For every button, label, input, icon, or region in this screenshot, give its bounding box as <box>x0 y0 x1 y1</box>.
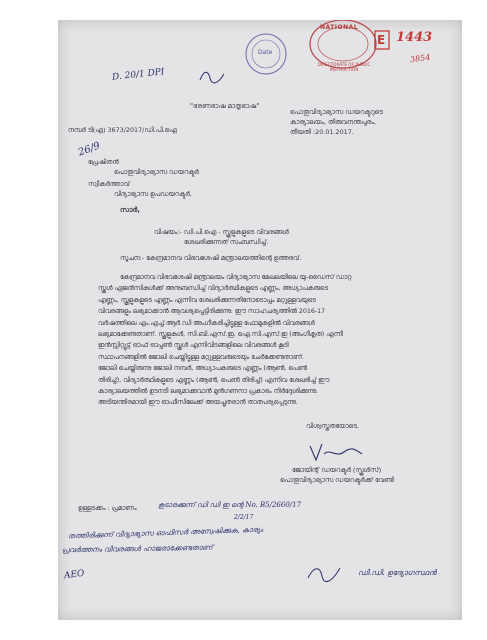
file-sub-number: 3854 <box>409 52 431 65</box>
dak-received-stamp <box>244 32 288 76</box>
subject-line1: വിഷയം:- ഡി.പി.ഐ - സ്കൂളുകളുടെ വിവരങ്ങൾ <box>154 228 289 236</box>
handwritten-note-line1: തത്തിരിക്കുന്ന് വിദ്യാഭ്യാസ ഓഫിസർ അന്വേഷിക്കുക, കാര്യം <box>67 524 264 541</box>
signatory-designation: ജോയിന്റ് ഡയറക്ടർ (സ്കൂൾസ്) <box>292 466 382 474</box>
file-letter: E <box>377 33 386 47</box>
handwritten-sign-right: ഡി.ഡി. ഉദ്യോഗസ്ഥൻ <box>358 568 437 577</box>
subject-line2: ശേഖരിക്കുന്നത് സംബന്ധിച്ച്. <box>184 238 269 246</box>
dak-stamp-date-label: Date <box>258 49 273 56</box>
sender-name: പൊതുവിദ്യാഭ്യാസ ഡയറക്ടർ <box>114 168 199 176</box>
official-signature <box>306 440 366 466</box>
file-number: 1443 <box>396 30 433 45</box>
signatory-office: പൊതുവിദ്യാഭ്യാസ ഡയറക്ടർക്ക് വേണ്ടി <box>280 476 395 484</box>
letter-body <box>98 272 448 409</box>
body-line: ജോലി ചെയ്തിരുന്നു ജോലി നമ്പർ, അധ്യാപകരുടെ എണ്ണം (ആൺ, പെൺ <box>98 365 307 373</box>
body-line: കാര്യാലയത്തിൽ ഉടനടി ലഭ്യമാക്കുവാൻ മുൻഗണനാ പ്രകാരം നിർദ്ദേശിക്കുന്നു. <box>98 388 318 396</box>
body-line: ലഭ്യമാക്കേണ്ടതാണ്. സ്കൂളുകൾ, സി.ബി.എസ്.ഇ, ഐ.സി.എസ്.ഇ (അംഗീകൃത) എന്നീ <box>98 331 344 339</box>
receiver-name: വിദ്യാഭ്യാസ ഉപഡയറക്ടർ, <box>114 190 192 198</box>
handwritten-sign-middle <box>306 562 346 584</box>
ink-squiggle <box>198 68 228 86</box>
official-signature-scribble <box>306 440 366 466</box>
body-line: കേന്ദ്രമാനവ വിഭവശേഷി മന്ത്രാലയം വിദ്യാഭ്യാസ മേഖലയിലെ യു-ഡൈസ് ഡാറ്റ <box>120 274 352 281</box>
sender-label: പ്രേഷിതൻ <box>88 158 119 166</box>
office-seal-top-text: NATIONAL <box>320 24 359 31</box>
office-address-line1: പൊതുവിദ്യാഭ്യാസ ഡയറക്ടറുടെ <box>290 108 383 116</box>
handwritten-top-squiggle <box>198 68 228 86</box>
reference-number: നമ്പർ ടി(എ) 3673/2017/ഡി.പി.ഐ <box>68 126 177 134</box>
reference-line: സൂചന:- കേന്ദ്രമാനവ വിഭവശേഷി മന്ത്രാലയത്തിന്റെ ഉത്തരവ്. <box>120 254 302 262</box>
body-line: തിരിച്ച്), വിദ്യാർത്ഥികളുടെ എണ്ണം (ആൺ, പെൺ തിരിച്ച്) എന്നിവ ശേഖരിച്ച് ഈ <box>98 376 329 384</box>
handwritten-initial: 26/9 <box>76 140 102 159</box>
scanned-letter-page <box>58 20 462 620</box>
handwritten-small-mark: 2/2/17 <box>234 514 254 521</box>
body-line: സ്കൂൾ ഏജൻസികൾക്ക് അനുബന്ധിച്ച് വിദ്യാർത്ഥികളുടെ എണ്ണം, അധ്യാപകരുടെ <box>98 285 328 293</box>
handwritten-note-line2: പ്രവർത്തനം വിവരങ്ങൾ ഹാജരാക്കേണ്ടതാണ് <box>61 542 213 555</box>
closing-yours-faithfully: വിശ്വസ്തതയോടെ, <box>306 422 359 430</box>
body-line: അടിയന്തിരമായി ഈ ഓഫീസിലേക്ക് അയച്ചുതരാൻ താത്പര്യപ്പെടുന്നു. <box>98 399 298 407</box>
footer-handwritten-ref: കൂടാരക്കുന്ന് ഡി ഡി ഇ ന്റെ No. B5/2660/17 <box>158 501 302 509</box>
body-line: സ്ഥാപനങ്ങളിൽ ജോലി ചെയ്തിട്ടുള്ള മറ്റുള്ളവരുടെയും ചേർക്കേണ്ടതാണ്. <box>98 353 304 361</box>
body-line: വിവരങ്ങളും ലഭ്യമാക്കാൻ ആവശ്യപ്പെട്ടിരിക്കുന്നു. ഈ സാഹചര്യത്തിൽ 2016-17 <box>98 308 326 316</box>
office-address-date: തീയതി :20.01.2017. <box>290 128 354 136</box>
salutation: സാർ, <box>120 206 141 214</box>
middle-signature-scribble <box>306 562 346 584</box>
heading-bharanabhasha: "ഭരണഭാഷ മാതൃഭാഷ" <box>190 102 260 110</box>
file-number-box <box>374 28 452 54</box>
body-line: എണ്ണം, സ്കൂളുകളുടെ എണ്ണം എന്നിവ ശേഖരിക്കുന്നതിനോടൊപ്പം മറ്റുള്ളവയുടെ <box>98 296 316 304</box>
handwritten-sign-left: AEO <box>63 568 86 582</box>
footer-printed-label: ഉള്ളടക്കം : പ്രമാണം <box>78 504 137 512</box>
receiver-label: സ്വീകർത്താവ് <box>88 180 130 188</box>
office-seal <box>306 20 380 74</box>
handwritten-top-note: D. 20/1 DPI <box>111 67 165 83</box>
office-seal-bottom-text: DIRECTORATE OF PUBLIC INSTRUCTION <box>317 62 371 72</box>
body-line: ഇൻസ്റ്റിറ്റ്യൂട്ട് ഓഫ് ഓപ്പൺ സ്കൂൾ എന്നിവിടങ്ങളിലെ വിവരങ്ങൾ കൂടി <box>98 342 289 350</box>
office-address-line2: കാര്യാലയം, തിരുവനന്തപുരം, <box>290 118 376 126</box>
body-line: വർഷത്തിലെ എം.എച്ച്.ആർ.ഡി അംഗീകരിച്ചിട്ടുള്ള ഫോമുകളിൽ വിവരങ്ങൾ <box>98 319 315 327</box>
